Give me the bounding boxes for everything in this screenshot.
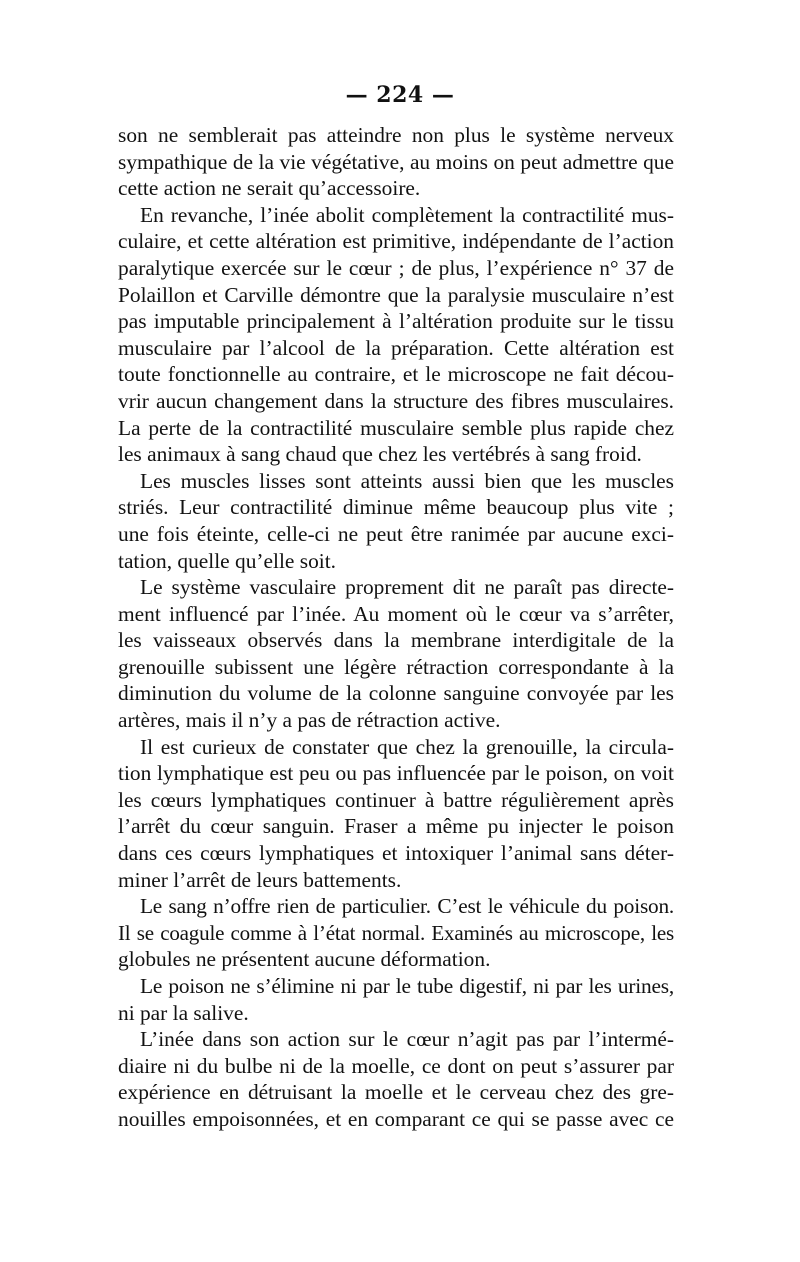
text-line: son ne semblerait pas atteindre non plus le système nerveux <box>118 123 674 147</box>
text-line: diminution du volume de la colonne sanguine convoyée par les <box>118 681 674 706</box>
text-line: pas imputable principalement à l’altération produite sur le tissu <box>118 309 674 334</box>
text-line: ni par la salive. <box>118 1000 249 1025</box>
text-line: striés. Leur contractilité diminue même beaucoup plus vite ; <box>118 495 674 520</box>
text-line: globules ne présentent aucune déformation. <box>118 947 491 972</box>
body-text <box>118 122 674 1133</box>
text-line: cette action ne serait qu’accessoire. <box>118 176 421 201</box>
text-line: nouilles empoisonnées, et en comparant ce qui se passe avec ce <box>118 1106 674 1131</box>
text-line: grenouille subissent une légère rétraction correspondante à la <box>118 654 674 679</box>
text-line: Le sang n’offre rien de particulier. C’est le véhicule du poison. <box>140 894 674 919</box>
text-line: diaire ni du bulbe ni de la moelle, ce dont on peut s’assurer par <box>118 1053 674 1078</box>
text-line: l’arrêt du cœur sanguin. Fraser a même pu injecter le poison <box>118 814 674 839</box>
text-line: Le poison ne s’élimine ni par le tube digestif, ni par les urines, <box>140 974 674 998</box>
text-line: Les muscles lisses sont atteints aussi bien que les muscles <box>140 468 674 493</box>
text-line: tion lymphatique est peu ou pas influencée par le poison, on voit <box>118 761 674 786</box>
text-line: En revanche, l’inée abolit complètement la contractilité mus- <box>140 202 674 227</box>
text-line: ment influencé par l’inée. Au moment où le cœur va s’arrêter, <box>118 601 674 626</box>
text-line: vrir aucun changement dans la structure des fibres musculaires. <box>118 388 674 413</box>
text-line: musculaire par l’alcool de la préparation. Cette altération est <box>118 335 674 360</box>
text-line: expérience en détruisant la moelle et le cerveau chez des gre- <box>118 1080 674 1105</box>
text-line: les vaisseaux observés dans la membrane interdigitale de la <box>118 628 674 653</box>
text-line: tation, quelle qu’elle soit. <box>118 548 337 573</box>
text-line: dans ces cœurs lymphatiques et intoxiquer l’animal sans déter- <box>118 841 674 866</box>
text-line: culaire, et cette altération est primitive, indépendante de l’action <box>118 229 674 254</box>
text-line: La perte de la contractilité musculaire semble plus rapide chez <box>118 415 674 440</box>
text-line: les cœurs lymphatiques continuer à battre régulièrement après <box>118 787 674 812</box>
text-line: Il est curieux de constater que chez la grenouille, la circula- <box>140 734 674 759</box>
text-line: toute fonctionnelle au contraire, et le microscope ne fait décou- <box>118 362 674 387</box>
text-line: Il se coagule comme à l’état normal. Examinés au microscope, les <box>118 920 674 945</box>
text-line: Polaillon et Carville démontre que la paralysie musculaire n’est <box>118 282 674 307</box>
text-line: une fois éteinte, celle-ci ne peut être ranimée par aucune exci- <box>118 521 674 546</box>
text-line: artères, mais il n’y a pas de rétraction active. <box>118 708 501 733</box>
text-line: Le système vasculaire proprement dit ne paraît pas directe- <box>140 575 674 600</box>
page-number: — 224 — <box>345 82 455 108</box>
text-line: paralytique exercée sur le cœur ; de plus, l’expérience n° 37 de <box>118 255 674 280</box>
text-line: L’inée dans son action sur le cœur n’agit pas par l’intermé- <box>140 1027 674 1052</box>
text-line: sympathique de la vie végétative, au moins on peut admettre que <box>118 149 674 174</box>
text-line: miner l’arrêt de leurs battements. <box>118 867 402 892</box>
text-line: les animaux à sang chaud que chez les vertébrés à sang froid. <box>118 442 642 467</box>
